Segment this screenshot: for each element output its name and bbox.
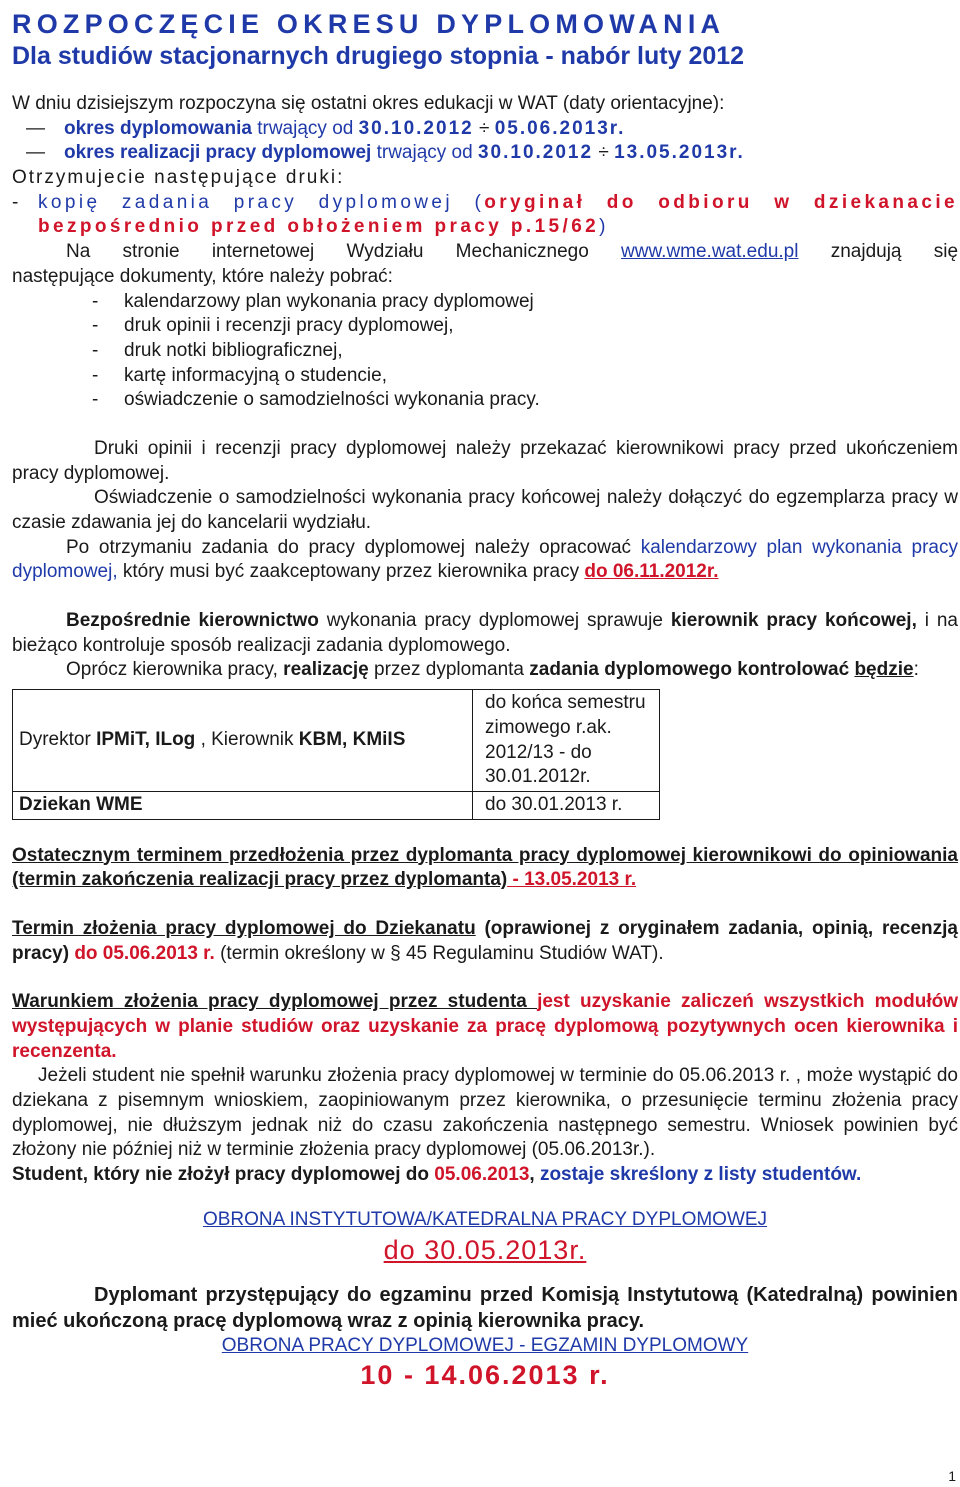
paragraph-final-deadline: Ostatecznym terminem przedłożenia przez dyplomanta pracy dyplomowej kierownikowi do opiniowania (termin zakończenia realizacji pracy przez dyplomanta) - 13.05.2013 r. (12, 844, 958, 891)
list-item: - oświadczenie o samodzielności wykonania pracy. (92, 389, 540, 411)
table-row (13, 791, 660, 819)
period-item (12, 141, 958, 166)
website-link[interactable]: www.wme.wat.edu.pl (621, 241, 799, 263)
document-page (12, 8, 958, 1393)
period-mid: trwający od (251, 117, 359, 139)
defense-institute (12, 1208, 958, 1268)
period-label: okres realizacji pracy dyplomowej (64, 142, 372, 164)
paragraph-statement: Oświadczenie o samodzielności wykonania pracy końcowej należy dołączyć do egzemplarza pracy w czasie zdawania jej do kancelarii wydziału. (12, 487, 958, 533)
plan-highlight: kalendarzowy plan wykonania pracy dyplomowej, (12, 536, 958, 583)
defense-exam (12, 1334, 958, 1394)
website-lead: Na stronie internetowej Wydziału Mechanicznego (66, 241, 589, 263)
period-from: 30.10.2012 (358, 117, 474, 139)
page-title: ROZPOCZĘCIE OKRESU DYPLOMOWANIA (12, 9, 726, 39)
page-number: 1 (948, 1467, 956, 1484)
period-sep: ÷ (598, 142, 609, 164)
website-tail-1: znajdują się (830, 241, 959, 263)
forms-item-dash: - (12, 191, 22, 213)
documents-list (12, 290, 958, 413)
table-row (13, 690, 660, 792)
list-item: - kalendarzowy plan wykonania pracy dyplomowej (92, 290, 534, 312)
list-item: - druk notki bibliograficznej, (92, 339, 343, 361)
period-item (12, 117, 958, 142)
defense-institute-date: do 30.05.2013r. (383, 1234, 587, 1265)
period-to: 13.05.2013r. (614, 142, 745, 164)
website-tail: następujące dokumenty, które należy pobrać: (12, 265, 393, 287)
table-cell: Dziekan WME (13, 791, 473, 819)
paragraph-removal: Student, który nie złożył pracy dyplomowej do 05.06.2013, zostaje skreślony z listy studentów. (12, 1164, 862, 1186)
paragraph-submission: Termin złożenia pracy dyplomowej do Dziekanatu (oprawionej z oryginałem zadania, opinią, recenzją pracy) do 05.06.2013 r. (termin określony w § 45 Regulaminu Studiów WAT). (12, 917, 959, 964)
list-item: - druk opinii i recenzji pracy dyplomowej, (92, 315, 454, 337)
paragraph-requirement: Dyplomant przystępujący do egzaminu przed Komisją Instytutową (Katedralną) powinien mieć ukończoną pracę dyplomową wraz z opinią kierownika pracy. (12, 1283, 958, 1332)
period-sep: ÷ (478, 117, 490, 139)
paragraph-control: Oprócz kierownika pracy, realizację przez dyplomanta zadania dyplomowego kontrolować będzie: (66, 659, 919, 681)
period-mid: trwający od (371, 142, 478, 164)
paragraph-plan: Po otrzymaniu zadania do pracy dyplomowej należy opracować kalendarzowy plan wykonania pracy dyplomowej, który musi być zaakceptowany przez kierownika pracy do 06.11.2012r. (12, 536, 958, 583)
defense-exam-date: 10 - 14.06.2013 r. (360, 1360, 610, 1391)
period-dash: — (26, 142, 45, 164)
list-item: - kartę informacyjną o studencie, (92, 364, 387, 386)
website-line (12, 240, 958, 265)
defense-exam-title: OBRONA PRACY DYPLOMOWEJ - EGZAMIN DYPLOMOWY (221, 1334, 749, 1356)
forms-heading: Otrzymujecie następujące druki: (12, 167, 345, 189)
defense-institute-title: OBRONA INSTYTUTOWA/KATEDRALNA PRACY DYPLOMOWEJ (202, 1208, 768, 1230)
period-dash: — (26, 117, 45, 139)
control-table (12, 689, 660, 819)
period-label: okres dyplomowania (64, 117, 252, 139)
table-cell: Dyrektor IPMiT, ILog , Kierownik KBM, KMiIS (13, 690, 473, 792)
page-subtitle: Dla studiów stacjonarnych drugiego stopnia - nabór luty 2012 (12, 42, 745, 70)
paragraph-conditions: Warunkiem złożenia pracy dyplomowej przez studenta jest uzyskanie zaliczeń wszystkich modułów występujących w planie studiów oraz uzyskanie za pracę dyplomową pozytywnych ocen kierownika i recenzenta. (12, 991, 959, 1062)
forms-item (12, 191, 958, 240)
table-cell: do 30.01.2013 r. (473, 791, 660, 819)
paragraph-extension: Jeżeli student nie spełnił warunku złożenia pracy dyplomowej w terminie do 05.06.2013 r. , może wystąpić do dziekana z pisemnym wnioskiem, zaopiniowanym przez kierownika, o przesunięcie terminu złożenia pracy dyplomowej, nie dłuższym jednak niż do czasu zakończenia następnego semestru. Wniosek powinien być złożony nie później niż w terminie złożenia pracy dyplomowej (05.06.2013r.). (12, 1065, 958, 1161)
intro-text: W dniu dzisiejszym rozpoczyna się ostatni okres edukacji w WAT (daty orientacyjne): (12, 93, 725, 114)
forms-item-text: kopię zadania pracy dyplomowej ( (38, 191, 485, 213)
forms-item-close: ) (599, 216, 609, 238)
table-cell: do końca semestru zimowego r.ak. 2012/13 - do 30.01.2012r. (473, 690, 660, 792)
paragraph-opinions: Druki opinii i recenzji pracy dyplomowej należy przekazać kierownikowi pracy przed ukończeniem pracy dyplomowej. (12, 437, 958, 484)
period-to: 05.06.2013r. (494, 117, 626, 139)
forms-item-red: oryginał do odbioru w dziekanacie bezpośrednio przed obłożeniem pracy p.15/62 (38, 191, 958, 238)
plan-deadline: do 06.11.2012r. (584, 561, 719, 583)
period-from: 30.10.2012 (477, 142, 594, 164)
paragraph-supervision: Bezpośrednie kierownictwo wykonania pracy dyplomowej sprawuje kierownik pracy końcowej, i na bieżąco kontroluje sposób realizacji zadania dyplomowego. (12, 610, 958, 656)
